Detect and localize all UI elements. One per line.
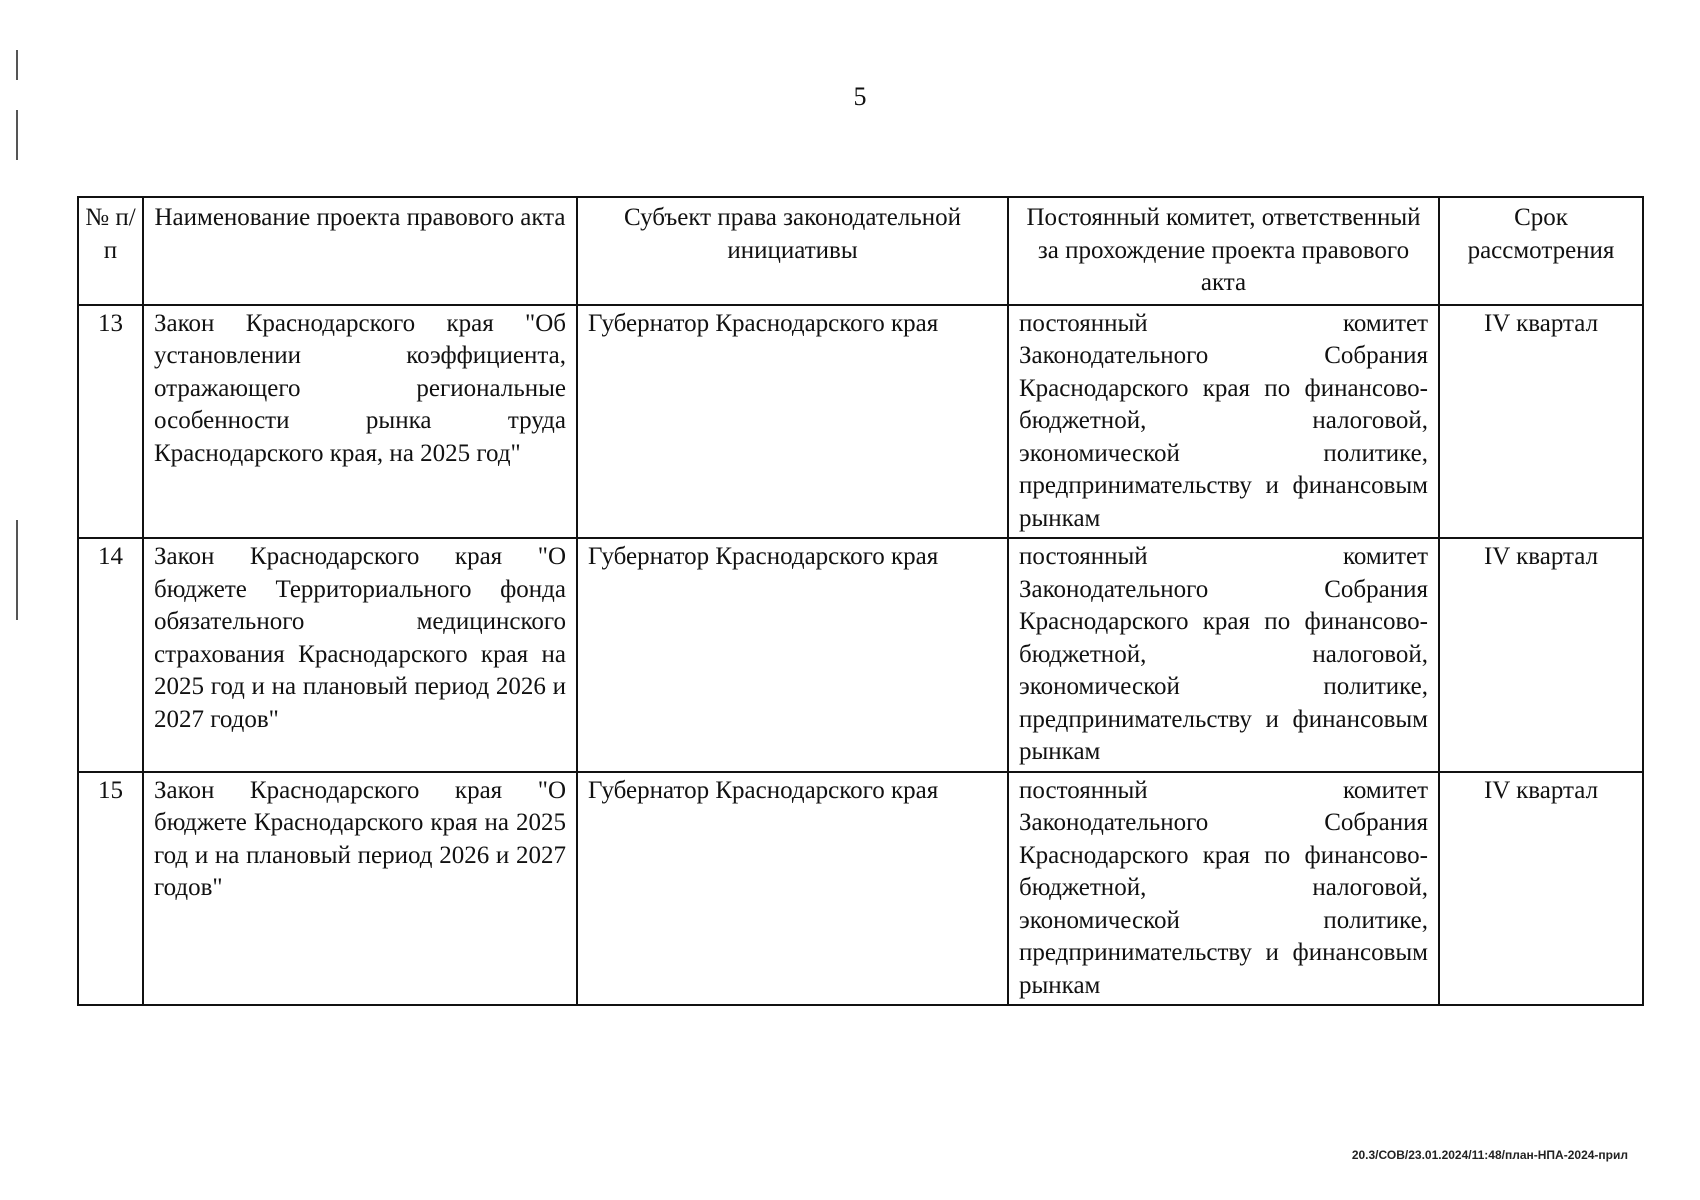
responsible-committee: постоянный комитет Законодательного Собрания Краснодарского края по финансово-бюджетной, налоговой, экономической политике, предпринимательству и финансовым рынкам — [1008, 538, 1439, 772]
header-committee: Постоянный комитет, ответственный за прохождение проекта правового акта — [1008, 197, 1439, 305]
review-term: IV квартал — [1439, 772, 1643, 1006]
page-number: 5 — [853, 82, 867, 111]
responsible-committee: постоянный комитет Законодательного Собрания Краснодарского края по финансово-бюджетной, налоговой, экономической политике, предпринимательству и финансовым рынкам — [1008, 305, 1439, 539]
row-number: 13 — [78, 305, 143, 539]
scan-margin-line — [16, 110, 18, 160]
initiative-subject: Губернатор Краснодарского края — [577, 538, 1008, 772]
scan-margin-line — [16, 520, 18, 620]
initiative-subject: Губернатор Краснодарского края — [577, 772, 1008, 1006]
table-row — [78, 305, 1643, 539]
table-row — [78, 538, 1643, 772]
table-row — [78, 772, 1643, 1006]
scan-margin-line — [16, 50, 18, 80]
legislative-plan-table — [77, 196, 1644, 1006]
row-number: 14 — [78, 538, 143, 772]
initiative-subject: Губернатор Краснодарского края — [577, 305, 1008, 539]
header-term: Срок рассмотрения — [1439, 197, 1643, 305]
header-subject: Субъект права законодательной инициативы — [577, 197, 1008, 305]
header-name: Наименование проекта правового акта — [143, 197, 577, 305]
table-header-row — [78, 197, 1643, 305]
act-name: Закон Краснодарского края "Об установлении коэффициента, отражающего региональные особенности рынка труда Краснодарского края, на 2025 год" — [143, 305, 577, 539]
header-num: № п/п — [78, 197, 143, 305]
act-name: Закон Краснодарского края "О бюджете Территориального фонда обязательного медицинского страхования Краснодарского края на 2025 год и на плановый период 2026 и 2027 годов" — [143, 538, 577, 772]
row-number: 15 — [78, 772, 143, 1006]
review-term: IV квартал — [1439, 538, 1643, 772]
document-registration-code: 20.3/СОВ/23.01.2024/11:48/план-НПА-2024-прил — [1351, 1148, 1628, 1162]
responsible-committee: постоянный комитет Законодательного Собрания Краснодарского края по финансово-бюджетной, налоговой, экономической политике, предпринимательству и финансовым рынкам — [1008, 772, 1439, 1006]
act-name: Закон Краснодарского края "О бюджете Краснодарского края на 2025 год и на плановый период 2026 и 2027 годов" — [143, 772, 577, 1006]
review-term: IV квартал — [1439, 305, 1643, 539]
